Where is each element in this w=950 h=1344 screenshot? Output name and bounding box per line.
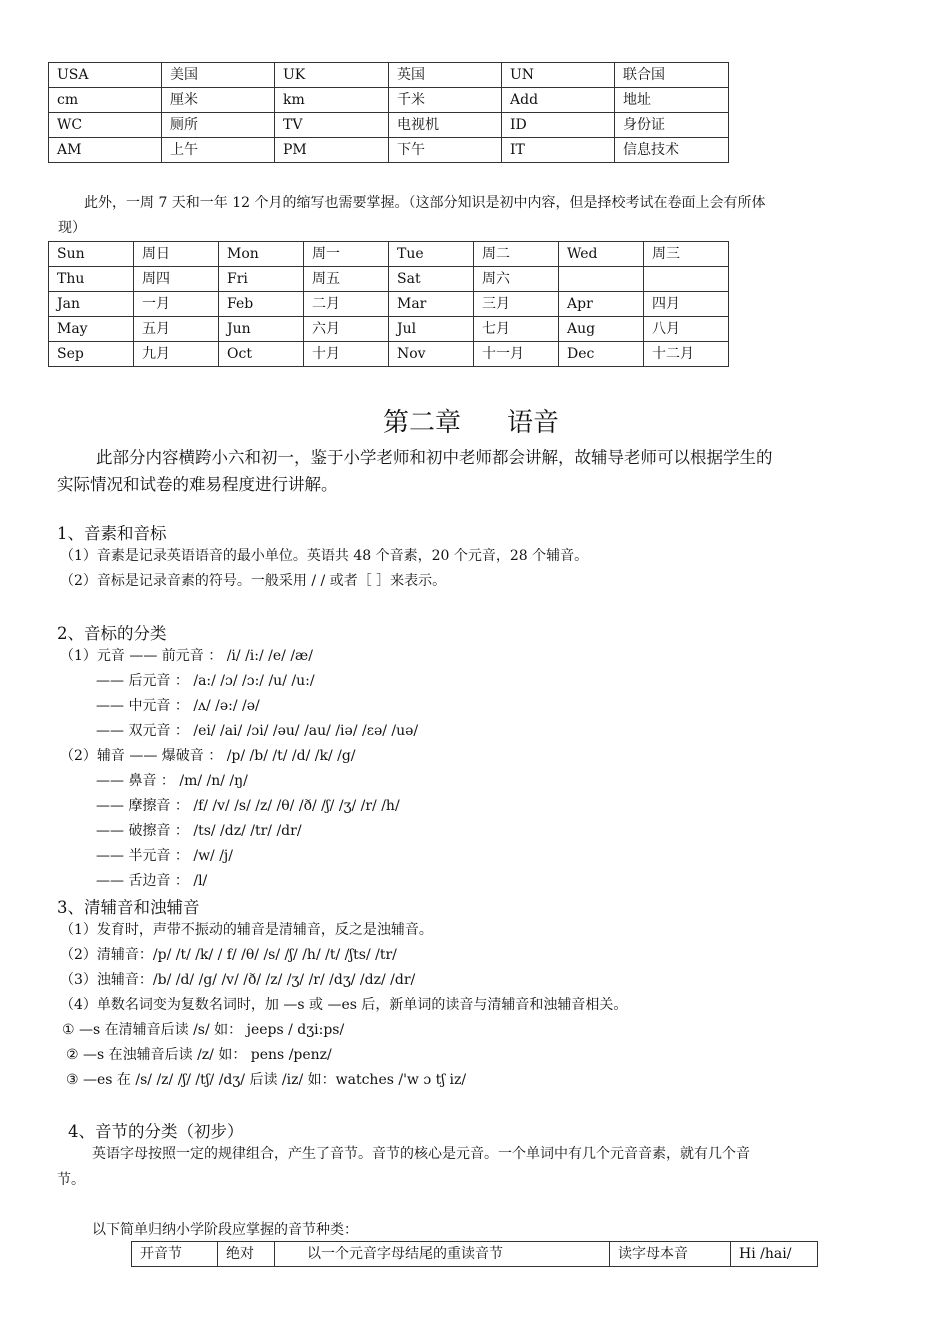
consonant-lateral-line: —— 舌边音 ： /l/ — [96, 873, 208, 889]
table-cell: 周五 — [304, 267, 389, 292]
section-1-heading: 1、音素和音标 — [57, 524, 167, 543]
table-cell: 周一 — [304, 242, 389, 267]
table-cell: May — [49, 317, 134, 342]
table-cell: UK — [275, 63, 389, 88]
table-cell: Oct — [219, 342, 304, 367]
table-cell: 上午 — [162, 138, 275, 163]
abbreviation-table — [48, 62, 729, 163]
table-cell: Nov — [389, 342, 474, 367]
table-cell: WC — [49, 113, 162, 138]
calendar-row — [49, 267, 729, 292]
note-line-1: 此外，一周 7 天和一年 12 个月的缩写也需要掌握。（这部分知识是初中内容，但是择校考试在卷面上会有所体 — [84, 195, 766, 211]
table-cell: 七月 — [474, 317, 559, 342]
section-2-heading: 2、音标的分类 — [57, 624, 167, 643]
table-cell: 地址 — [615, 88, 729, 113]
vowel-diphthong-line: —— 双元音 ： /ei/ /ai/ /ɔi/ /əu/ /au/ /iə/ /ɛə/ /uə/ — [96, 723, 419, 739]
table-cell: Jun — [219, 317, 304, 342]
table-cell: 下午 — [389, 138, 502, 163]
table-cell: 厕所 — [162, 113, 275, 138]
note-line-2: 现） — [58, 220, 86, 236]
section-3-line: （3）浊辅音：/b/ /d/ /g/ /v/ /ð/ /z/ /ʒ/ /r/ /dʒ/ /dz/ /dr/ — [60, 972, 416, 988]
section-1-line: （2）音标是记录音素的符号。一般采用 / / 或者［ ］来表示。 — [60, 573, 447, 589]
table-cell: 十月 — [304, 342, 389, 367]
calendar-row — [49, 292, 729, 317]
table-cell: Sun — [49, 242, 134, 267]
table-cell: ID — [502, 113, 615, 138]
section-4-para-line-2: 节。 — [57, 1172, 85, 1188]
table-cell: 读字母本音 — [610, 1242, 731, 1267]
table-cell: 周日 — [134, 242, 219, 267]
table-cell: Thu — [49, 267, 134, 292]
section-4-summary: 以下简单归纳小学阶段应掌握的音节种类： — [92, 1222, 358, 1238]
chapter-title: 语音 — [507, 408, 560, 438]
calendar-row — [49, 242, 729, 267]
section-1-line: （1）音素是记录英语语音的最小单位。英语共 48 个音素，20 个元音，28 个辅音。 — [60, 548, 589, 564]
table-cell: 电视机 — [389, 113, 502, 138]
consonant-fricative-line: —— 摩擦音 ： /f/ /v/ /s/ /z/ /θ/ /ð/ /ʃ/ /ʒ/ /r/ /h/ — [96, 798, 400, 814]
table-cell: 二月 — [304, 292, 389, 317]
table-cell: Mon — [219, 242, 304, 267]
section-3-heading: 3、清辅音和浊辅音 — [57, 898, 200, 917]
abbreviation-row — [49, 113, 729, 138]
table-cell: 十二月 — [644, 342, 729, 367]
table-cell: AM — [49, 138, 162, 163]
section-3-line: （4）单数名词变为复数名词时，加 —s 或 —es 后，新单词的读音与清辅音和浊辅音相关。 — [60, 997, 628, 1013]
table-cell: IT — [502, 138, 615, 163]
intro-line-1: 此部分内容横跨小六和初一，鉴于小学老师和初中老师都会讲解，故辅导老师可以根据学生的 — [96, 448, 773, 467]
table-cell: 五月 — [134, 317, 219, 342]
table-cell: Tue — [389, 242, 474, 267]
table-cell: Mar — [389, 292, 474, 317]
section-3-example: ② —s 在浊辅音后读 /z/ 如： pens /penz/ — [66, 1047, 332, 1063]
table-cell: 以一个元音字母结尾的重读音节 — [275, 1242, 610, 1267]
table-cell: 周三 — [644, 242, 729, 267]
table-cell: 四月 — [644, 292, 729, 317]
section-3-example: ③ —es 在 /s/ /z/ /ʃ/ /tʃ/ /dʒ/ 后读 /iz/ 如：watches /'w ɔ tʃ iz/ — [66, 1072, 467, 1088]
table-cell: 美国 — [162, 63, 275, 88]
abbreviation-row — [49, 63, 729, 88]
consonant-plosive-line: （2）辅音 —— 爆破音 ： /p/ /b/ /t/ /d/ /k/ /g/ — [60, 748, 356, 764]
table-cell: Jan — [49, 292, 134, 317]
vowel-middle-line: —— 中元音 ： /ʌ/ /ə:/ /ə/ — [96, 698, 260, 714]
table-cell: PM — [275, 138, 389, 163]
vowel-front-line: （1）元音 —— 前元音 ： /i/ /i:/ /e/ /æ/ — [60, 648, 313, 664]
table-cell: UN — [502, 63, 615, 88]
table-cell: 一月 — [134, 292, 219, 317]
consonant-semivowel-line: —— 半元音 ： /w/ /j/ — [96, 848, 233, 864]
abbreviation-row — [49, 138, 729, 163]
table-cell: TV — [275, 113, 389, 138]
table-cell: Feb — [219, 292, 304, 317]
table-cell: 身份证 — [615, 113, 729, 138]
table-cell: Dec — [559, 342, 644, 367]
table-cell: 九月 — [134, 342, 219, 367]
table-cell: 信息技术 — [615, 138, 729, 163]
table-cell — [644, 267, 729, 292]
table-cell: 周二 — [474, 242, 559, 267]
table-cell: Jul — [389, 317, 474, 342]
chapter-number: 第二章 — [383, 408, 462, 438]
table-cell: Sep — [49, 342, 134, 367]
section-3-example: ① —s 在清辅音后读 /s/ 如： jeeps / dʒi:ps/ — [62, 1022, 345, 1038]
table-cell: Add — [502, 88, 615, 113]
abbreviation-row — [49, 88, 729, 113]
table-cell: Apr — [559, 292, 644, 317]
table-cell: Sat — [389, 267, 474, 292]
syllable-table — [131, 1241, 818, 1267]
calendar-row — [49, 342, 729, 367]
table-cell: 联合国 — [615, 63, 729, 88]
table-cell: Wed — [559, 242, 644, 267]
table-cell — [559, 267, 644, 292]
chapter-heading — [383, 402, 559, 439]
table-cell: Aug — [559, 317, 644, 342]
table-cell: cm — [49, 88, 162, 113]
table-cell: 英国 — [389, 63, 502, 88]
table-cell: 周六 — [474, 267, 559, 292]
table-cell: Fri — [219, 267, 304, 292]
table-cell: 绝对 — [218, 1242, 275, 1267]
table-cell: 开音节 — [132, 1242, 218, 1267]
table-cell: 十一月 — [474, 342, 559, 367]
table-cell: 八月 — [644, 317, 729, 342]
syllable-row — [132, 1242, 818, 1267]
intro-line-2: 实际情况和试卷的难易程度进行讲解。 — [57, 475, 338, 494]
section-4-heading: 4、音节的分类（初步） — [68, 1122, 244, 1141]
section-3-line: （2）清辅音：/p/ /t/ /k/ / f/ /θ/ /s/ /ʃ/ /h/ /t/ /ʃts/ /tr/ — [60, 947, 397, 963]
table-cell: 厘米 — [162, 88, 275, 113]
table-cell: km — [275, 88, 389, 113]
table-cell: 六月 — [304, 317, 389, 342]
table-cell: 千米 — [389, 88, 502, 113]
consonant-nasal-line: —— 鼻音 ： /m/ /n/ /ŋ/ — [96, 773, 248, 789]
days-months-table — [48, 241, 729, 367]
table-cell: USA — [49, 63, 162, 88]
table-cell: 三月 — [474, 292, 559, 317]
section-4-para-line-1: 英语字母按照一定的规律组合，产生了音节。音节的核心是元音。一个单词中有几个元音音素，就有几个音 — [92, 1146, 750, 1162]
table-cell: Hi /hai/ — [731, 1242, 818, 1267]
section-3-line: （1）发育时，声带不振动的辅音是清辅音，反之是浊辅音。 — [60, 922, 433, 938]
calendar-row — [49, 317, 729, 342]
table-cell: 周四 — [134, 267, 219, 292]
vowel-back-line: —— 后元音 ： /a:/ /ɔ/ /ɔ:/ /u/ /u:/ — [96, 673, 315, 689]
consonant-affricate-line: —— 破擦音 ： /ts/ /dz/ /tr/ /dr/ — [96, 823, 302, 839]
